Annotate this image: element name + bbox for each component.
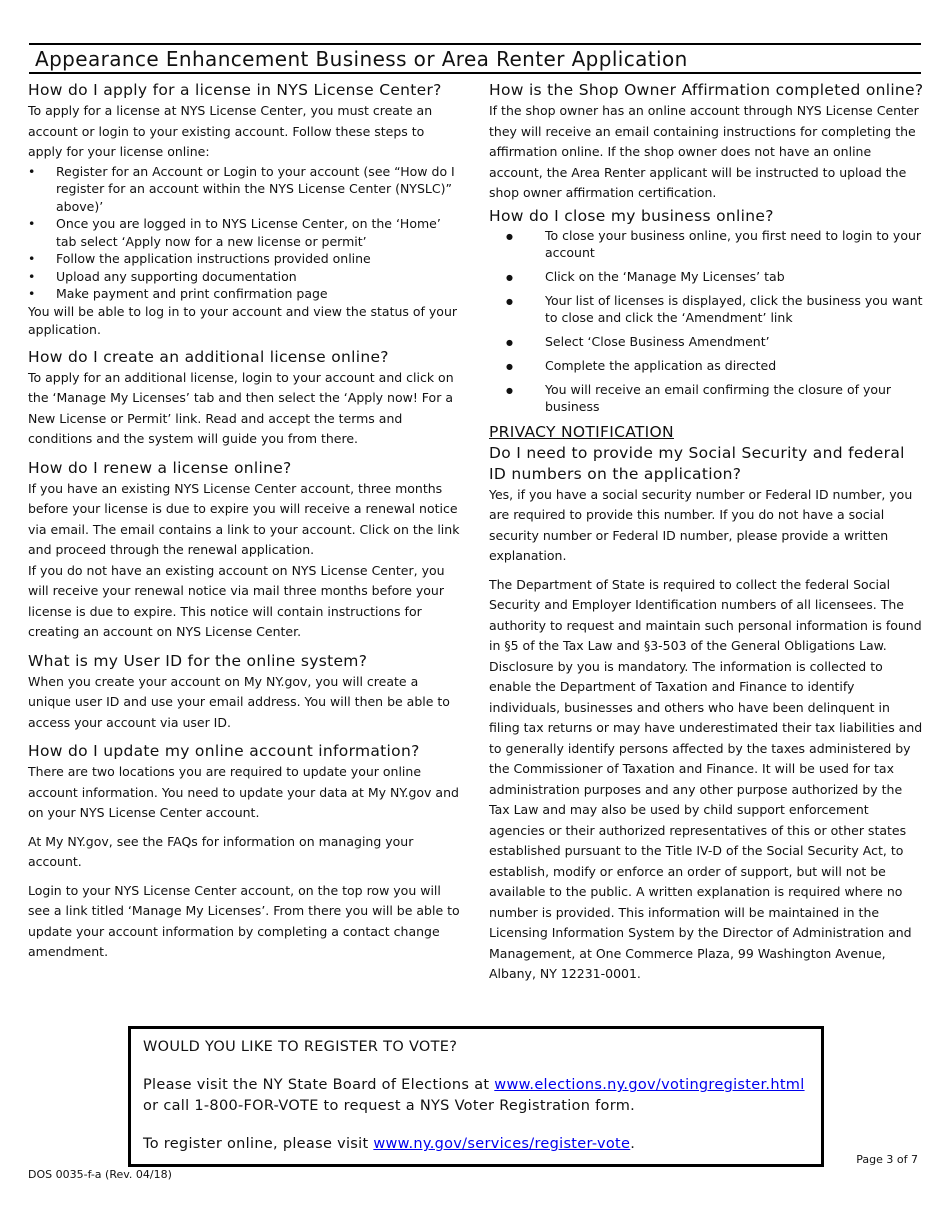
vote-line-2: or call 1-800-FOR-VOTE to request a NYS Voter Registration form. <box>143 1098 636 1114</box>
close-steps-list <box>489 227 924 415</box>
privacy-body-2: The Department of State is required to collect the federal Social Security and Employer Identification numbers of all licensees. The authority to request and maintain such personal information is found in §5 of the Tax Law and §3-503 of the General Obligations Law. Disclosure by you is mandatory. The information is collected to enable the Department of Taxation and Finance to identify individuals, businesses and others who have been delinquent in filing tax returns or may have underestimated their tax liabilities and to generally identify persons affected by the taxes administered by the Commissioner of Taxation and Finance. It will be used for tax administration purposes and any other purpose authorized by the Tax Law and may also be used by child support enforcement agencies or their authorized representatives of this or other states established pursuant to the Title IV-D of the Social Security Act, to establish, modify or enforce an order of support, but will not be available to the public. A written explanation is required where no number is provided. This information will be maintained in the Licensing Information System by the Director of Administration and Management, at One Commerce Plaza, 99 Washington Avenue, Albany, NY 12231-0001. <box>489 576 923 981</box>
list-item: • Register for an Account or Login to your account (see “How do I register for an account within the NYS License Center (NYSLC)” above)’ <box>28 163 462 216</box>
list-item: ● You will receive an email confirming the closure of your business <box>489 381 924 415</box>
vote-line-3-end: . <box>630 1136 636 1152</box>
register-vote-link[interactable]: www.ny.gov/services/register-vote <box>373 1136 631 1152</box>
vote-line-3 <box>143 1134 809 1155</box>
list-item: • Make payment and print confirmation page <box>28 285 462 303</box>
renew-body-2: If you do not have an existing account on NYS License Center, you will receive your renewal notice via mail three months before your license is due to expire. This notice will contain instructions for creating an account on NYS License Center. <box>28 562 445 639</box>
update-body-3: Login to your NYS License Center account, on the top row you will see a link titled ‘Manage My Licenses’. From there you will be able to update your account information by completing a contact change amendment. <box>28 882 460 959</box>
apply-heading: How do I apply for a license in NYS License Center? <box>28 81 442 99</box>
close-heading: How do I close my business online? <box>489 206 774 225</box>
vote-line-1 <box>143 1075 809 1096</box>
list-item: • Upload any supporting documentation <box>28 268 462 286</box>
voter-registration-box <box>128 1026 824 1167</box>
form-id: DOS 0035-f-a (Rev. 04/18) <box>28 1168 172 1181</box>
userid-body: When you create your account on My NY.gov, you will create a unique user ID and use your email address. You will then be able to access your account via user ID. <box>28 673 450 730</box>
vote-line-3-text: To register online, please visit <box>143 1136 374 1152</box>
list-item: ● Complete the application as directed <box>489 357 924 374</box>
left-column <box>28 80 462 963</box>
right-column <box>489 80 924 985</box>
vote-line-1-text: Please visit the NY State Board of Elections at <box>143 1077 495 1093</box>
apply-steps-list <box>28 163 462 303</box>
update-body-2: At My NY.gov, see the FAQs for information on managing your account. <box>28 833 414 869</box>
list-item: • Once you are logged in to NYS License Center, on the ‘Home’ tab select ‘Apply now for a new license or permit’ <box>28 215 462 250</box>
list-item: ● To close your business online, you first need to login to your account <box>489 227 924 261</box>
privacy-notification-label: PRIVACY NOTIFICATION <box>489 422 674 441</box>
list-item: ● Select ‘Close Business Amendment’ <box>489 333 924 350</box>
update-heading: How do I update my online account information? <box>28 742 420 760</box>
apply-outro: You will be able to log in to your account and view the status of your application. <box>28 303 458 337</box>
affirmation-body: If the shop owner has an online account through NYS License Center they will receive an email containing instructions for completing the affirmation online. If the shop owner does not have an online account, the Area Renter applicant will be instructed to upload the shop owner affirmation certification. <box>489 103 919 200</box>
page-title: Appearance Enhancement Business or Area Renter Application <box>35 47 688 71</box>
additional-body: To apply for an additional license, login to your account and click on the ‘Manage My Licenses’ tab and then select the ‘Apply now! For a New License or Permit’ link. Read and accept the terms and conditions and the system will guide you from there. <box>28 369 454 446</box>
page-number: Page 3 of 7 <box>856 1153 918 1166</box>
additional-heading: How do I create an additional license online? <box>28 347 389 366</box>
affirmation-heading: How is the Shop Owner Affirmation completed online? <box>489 81 924 99</box>
privacy-body-1: Yes, if you have a social security number or Federal ID number, you are required to provide this number. If you do not have a social security number or Federal ID number, please provide a written explanation. <box>489 486 913 563</box>
elections-link[interactable]: www.elections.ny.gov/votingregister.html <box>494 1077 805 1093</box>
update-body-1: There are two locations you are required to update your online account information. You need to update your data at My NY.gov and on your NYS License Center account. <box>28 764 459 820</box>
vote-heading: WOULD YOU LIKE TO REGISTER TO VOTE? <box>143 1039 458 1055</box>
list-item: ● Your list of licenses is displayed, click the business you want to close and click the ‘Amendment’ link <box>489 292 924 326</box>
userid-heading: What is my User ID for the online system? <box>28 651 368 670</box>
renew-body-1: If you have an existing NYS License Center account, three months before your license is due to expire you will receive a renewal notice via email. The email contains a link to your account. Click on the link and proceed through the renewal application. <box>28 480 460 557</box>
privacy-heading: Do I need to provide my Social Security and federal ID numbers on the application? <box>489 443 905 483</box>
renew-heading: How do I renew a license online? <box>28 458 292 477</box>
list-item: • Follow the application instructions provided online <box>28 250 462 268</box>
list-item: ● Click on the ‘Manage My Licenses’ tab <box>489 268 924 285</box>
title-bar <box>29 43 921 74</box>
apply-intro: To apply for a license at NYS License Center, you must create an account or login to your existing account. Follow these steps to apply for your license online: <box>28 103 433 159</box>
